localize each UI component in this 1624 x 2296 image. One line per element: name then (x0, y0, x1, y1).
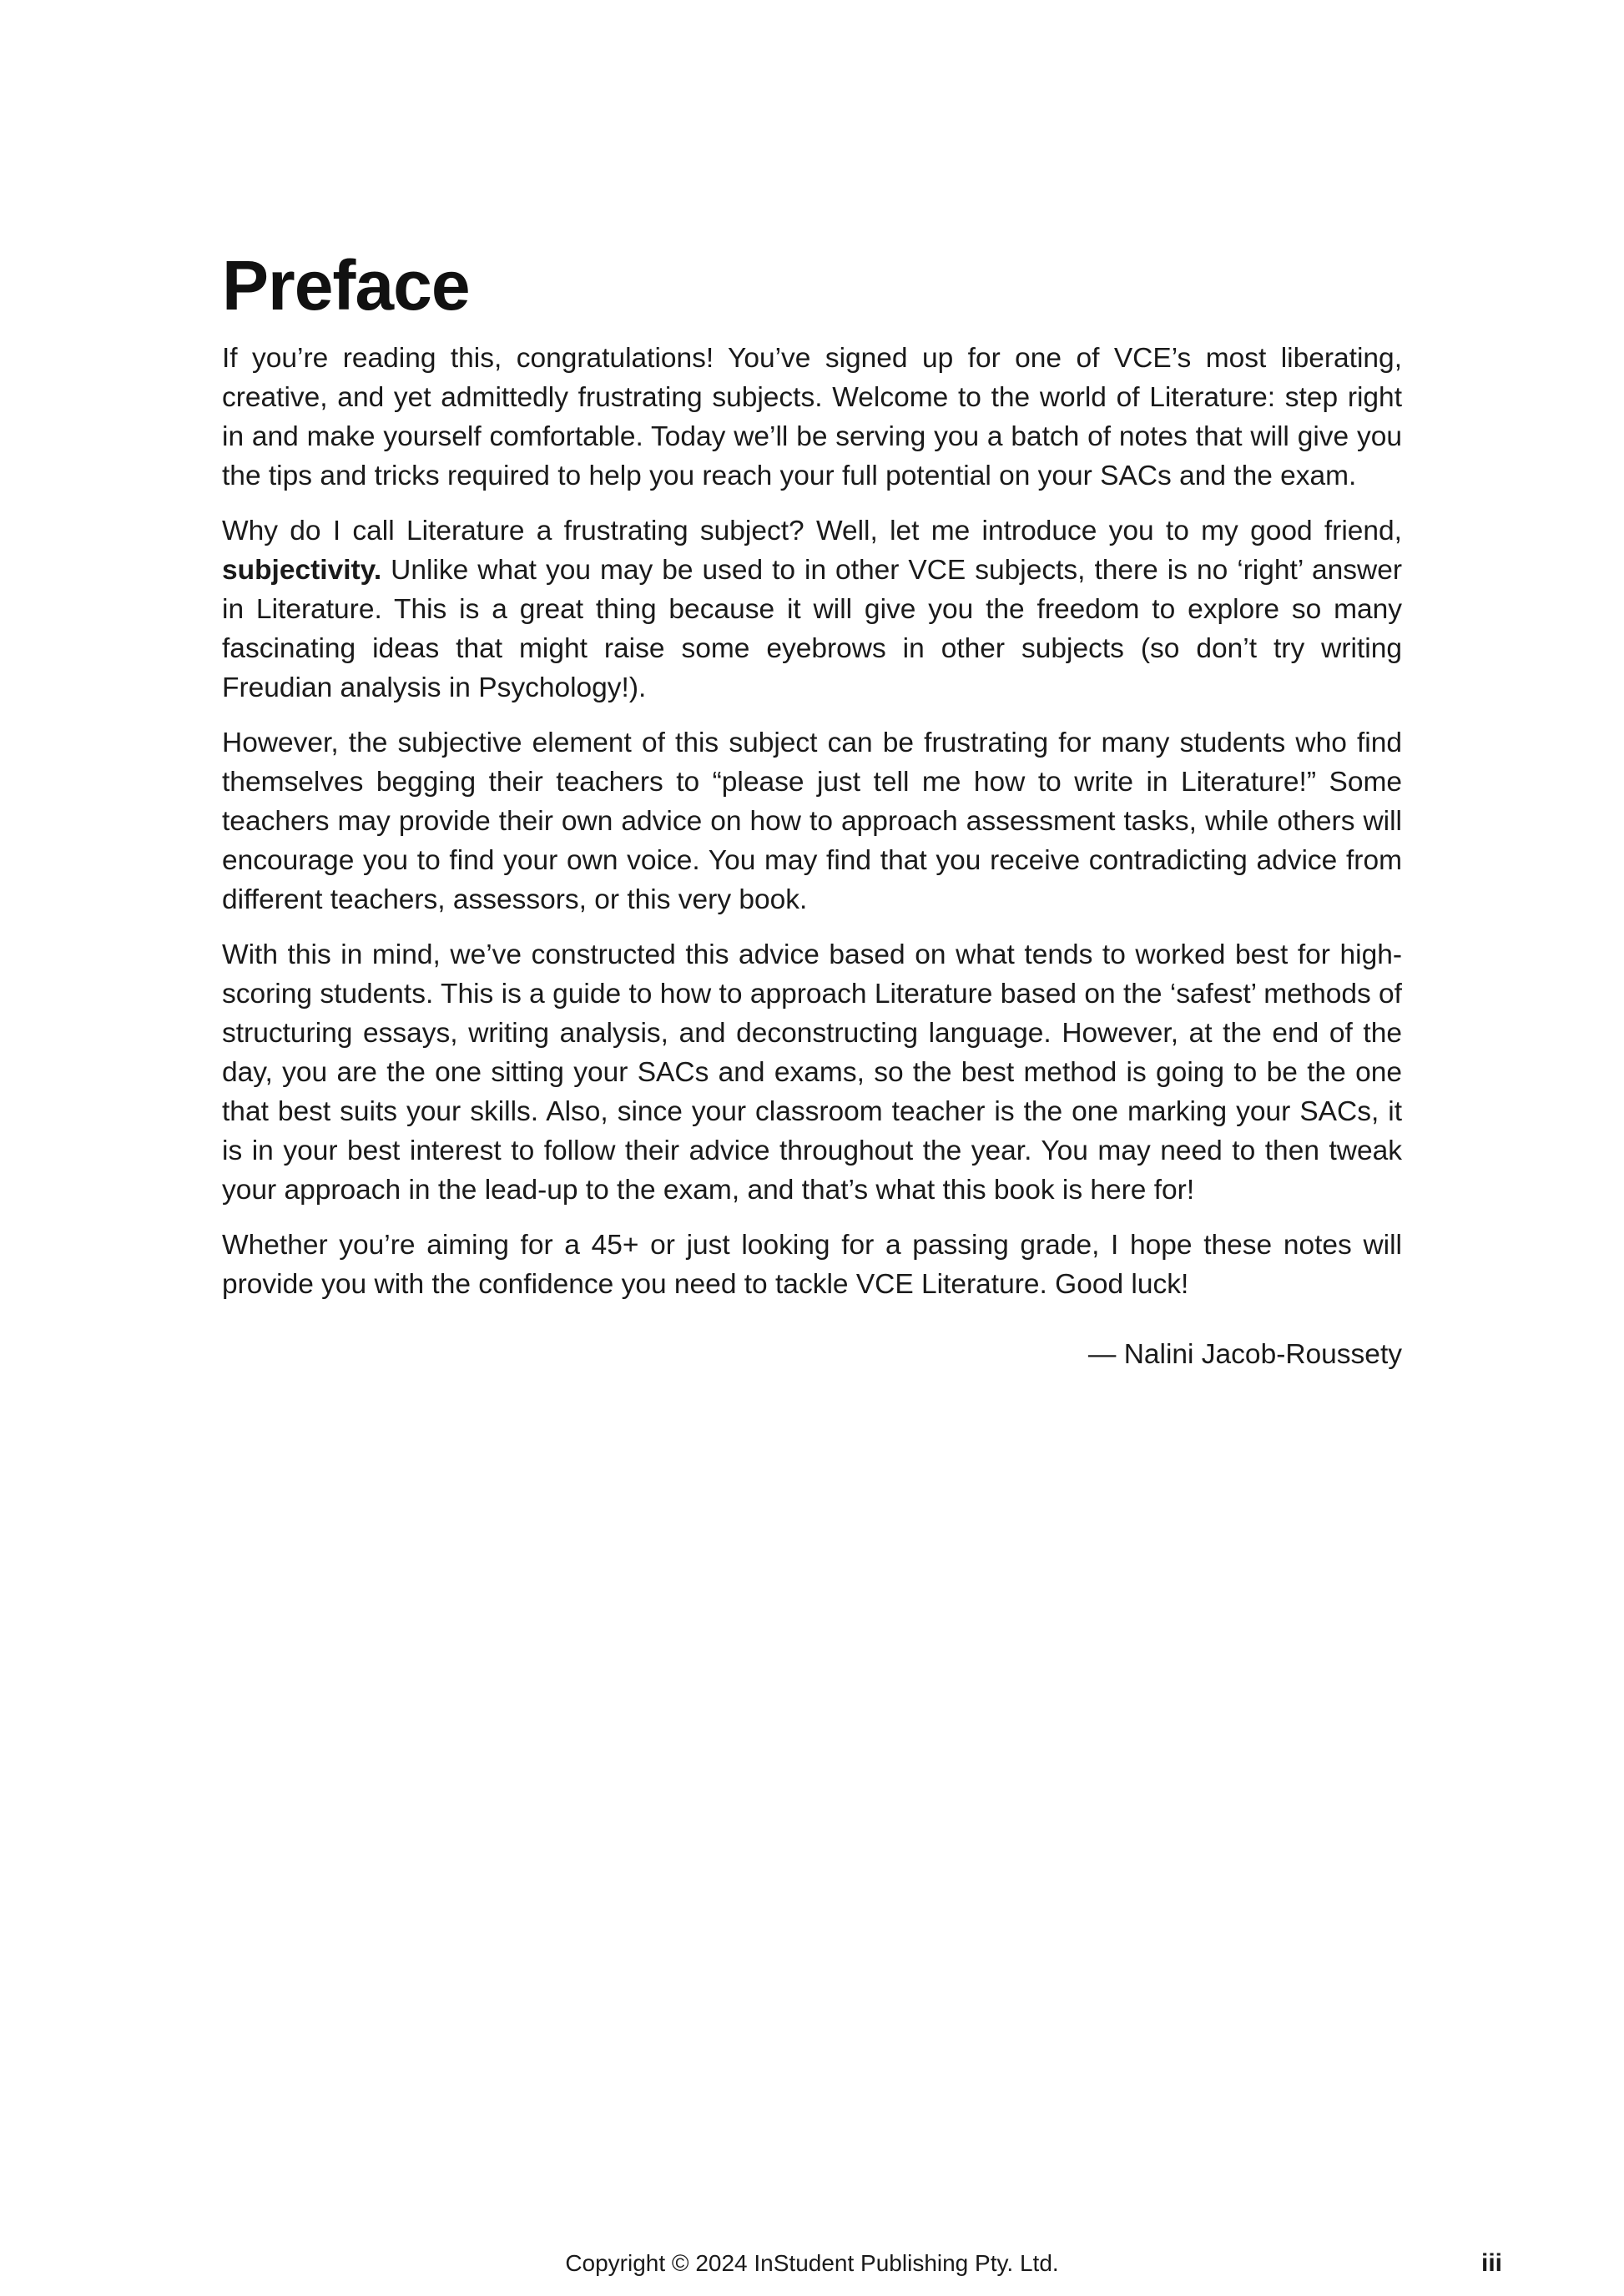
paragraph-subjectivity-rest: Unlike what you may be used to in other VCE subjects, there is no ‘right’ answer in Literature. This is a great thing because it will give you the freedom to explore so many fascinating ideas that might raise some eyebrows in other subjects (so don’t try writing Freudian analysis in Psychology!). (222, 555, 1402, 703)
paragraph-subjectivity-lead: Why do I call Literature a frustrating subject? Well, let me introduce you to my good friend, (222, 516, 1402, 546)
paragraph-closing: Whether you’re aiming for a 45+ or just looking for a passing grade, I hope these notes will provide you with the confidence you need to tackle VCE Literature. Good luck! (222, 1230, 1402, 1300)
page-title: Preface (222, 246, 470, 325)
paragraph-frustration: However, the subjective element of this subject can be frustrating for many students who find themselves begging their teachers to “please just tell me how to write in Literature!” Some teachers may provide their own advice on how to approach assessment tasks, while others will encourage you to find your own voice. You may find that you receive contradicting advice from different teachers, assessors, or this very book. (222, 728, 1402, 915)
copyright-notice: Copyright © 2024 InStudent Publishing Pty. Ltd. (565, 2250, 1059, 2276)
paragraph-subjectivity (222, 511, 1402, 707)
paragraph-intro: If you’re reading this, congratulations! You’ve signed up for one of VCE’s most liberating, creative, and yet admittedly frustrating subjects. Welcome to the world of Literature: step right in and make yourself comfortable. Today we’ll be serving you a batch of notes that will give you the tips and tricks required to help you reach your full potential on your SACs and the exam. (222, 343, 1402, 491)
page-footer (0, 2243, 1624, 2284)
paragraph-advice: With this in mind, we’ve constructed this advice based on what tends to worked best for high-scoring students. This is a guide to how to approach Literature based on the ‘safest’ methods of structuring essays, writing analysis, and deconstructing language. However, at the end of the day, you are the one sitting your SACs and exams, so the best method is going to be the one that best suits your skills. Also, since your classroom teacher is the one marking your SACs, it is in your best interest to follow their advice throughout the year. You may need to then tweak your approach in the lead-up to the exam, and that’s what this book is here for! (222, 939, 1402, 1206)
subjectivity-term: subjectivity. (222, 555, 382, 586)
page-number: iii (1480, 2249, 1502, 2277)
author-signature: — Nalini Jacob-Roussety (1087, 1339, 1402, 1370)
preface-content (222, 246, 1402, 1374)
